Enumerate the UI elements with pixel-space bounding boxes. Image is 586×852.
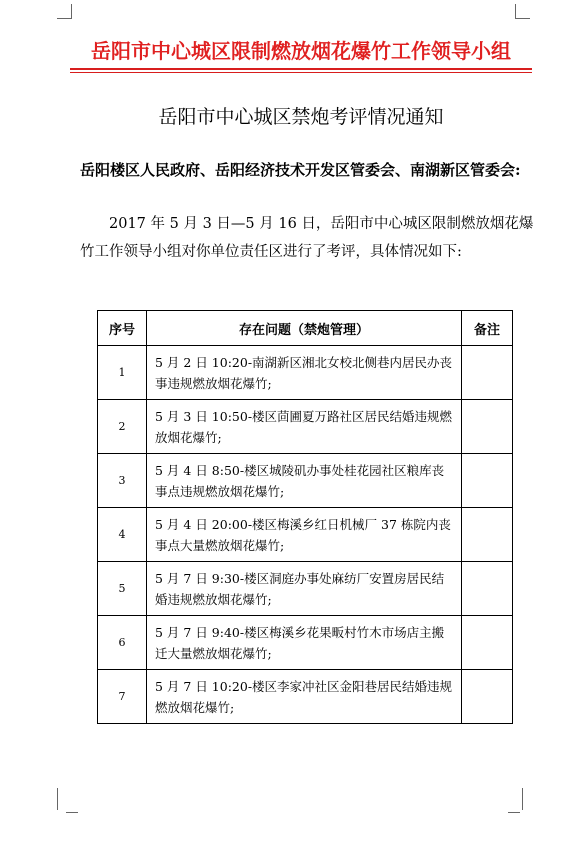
col-header-number: 序号 [98, 311, 147, 346]
row-issue: 5 月 7 日 10:20-楼区李家冲社区金阳巷居民结婚违规燃放烟花爆竹; [147, 670, 462, 724]
row-issue: 5 月 4 日 20:00-楼区梅溪乡红日机械厂 37 栋院内丧事点大量燃放烟花爆竹; [147, 508, 462, 562]
row-note [462, 346, 513, 400]
row-number: 4 [98, 508, 147, 562]
col-header-note: 备注 [462, 311, 513, 346]
col-header-issue: 存在问题（禁炮管理） [147, 311, 462, 346]
issues-table [97, 310, 513, 724]
table-row [98, 616, 513, 670]
row-note [462, 670, 513, 724]
row-number: 7 [98, 670, 147, 724]
page-corner-mark-bottom-right [522, 788, 523, 810]
row-note [462, 454, 513, 508]
row-number: 6 [98, 616, 147, 670]
row-number: 1 [98, 346, 147, 400]
page-corner-mark-top-left [57, 4, 72, 19]
page-corner-mark-top-right [515, 4, 530, 19]
row-note [462, 400, 513, 454]
row-number: 3 [98, 454, 147, 508]
org-header-title: 岳阳市中心城区限制燃放烟花爆竹工作领导小组 [91, 39, 511, 63]
notice-title: 岳阳市中心城区禁炮考评情况通知 [158, 106, 444, 128]
page-corner-mark-bottom-right-h [508, 812, 520, 813]
notice-body: 2017 年 5 月 3 日—5 月 16 日，岳阳市中心城区限制燃放烟花爆竹工作领导小组对你单位责任区进行了考评，具体情况如下: [80, 216, 534, 260]
header-red-rule-thin [70, 72, 532, 73]
row-note [462, 562, 513, 616]
table-row [98, 346, 513, 400]
row-number: 5 [98, 562, 147, 616]
row-issue: 5 月 2 日 10:20-南湖新区湘北女校北侧巷内居民办丧事违规燃放烟花爆竹; [147, 346, 462, 400]
page-corner-mark-bottom-left-h [66, 812, 78, 813]
header-red-rule [70, 68, 532, 70]
table-row [98, 400, 513, 454]
table-header-row [98, 311, 513, 346]
row-number: 2 [98, 400, 147, 454]
row-issue: 5 月 4 日 8:50-楼区城陵矶办事处桂花园社区粮库丧事点违规燃放烟花爆竹; [147, 454, 462, 508]
table-row [98, 508, 513, 562]
row-note [462, 508, 513, 562]
table-row [98, 454, 513, 508]
page-corner-mark-bottom-left [57, 788, 58, 810]
notice-recipient: 岳阳楼区人民政府、岳阳经济技术开发区管委会、南湖新区管委会: [80, 161, 521, 179]
row-issue: 5 月 7 日 9:30-楼区洞庭办事处麻纺厂安置房居民结婚违规燃放烟花爆竹; [147, 562, 462, 616]
row-issue: 5 月 7 日 9:40-楼区梅溪乡花果畈村竹木市场店主搬迁大量燃放烟花爆竹; [147, 616, 462, 670]
table-row [98, 670, 513, 724]
row-note [462, 616, 513, 670]
table-row [98, 562, 513, 616]
row-issue: 5 月 3 日 10:50-楼区茴圃夏万路社区居民结婚违规燃放烟花爆竹; [147, 400, 462, 454]
